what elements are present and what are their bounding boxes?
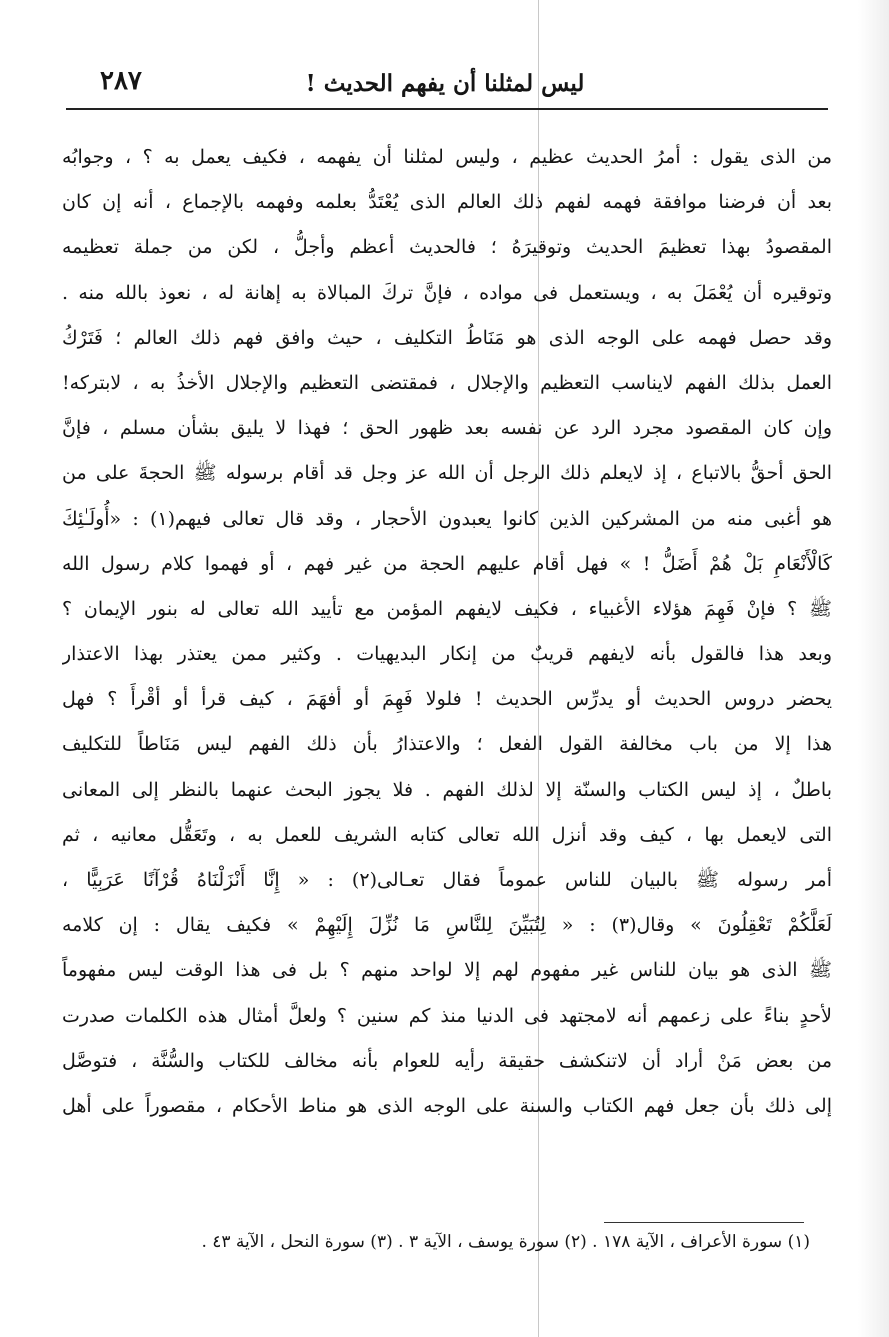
header-rule (66, 108, 828, 110)
body-line: وإن كان المقصود مجرد الرد عن نفسه بعد ظهور الحق ؛ فهذا لا يليق بشأن مسلم ، فإنَّ (62, 417, 832, 440)
footnote-rule (604, 1222, 804, 1223)
page-edge-shadow (858, 0, 889, 1337)
body-line: التى لايعمل بها ، كيف وقد أنزل الله تعالى كتابه الشريف للعمل به ، وتَعَقُّل معانيه ، ثم (62, 823, 832, 846)
page-number: ٢٨٧ (100, 66, 142, 96)
running-header-title: ليس لمثلنا أن يفهم الحديث ! (305, 70, 585, 97)
body-line: المقصودُ بهذا تعظيمَ الحديث وتوقيرَهُ ؛ فالحديث أعظم وأجلُّ ، لكن من جملة تعظيمه (62, 236, 832, 259)
body-line: بعد أن فرضنا موافقة فهمه لفهم ذلك العالم الذى يُعْتَدُّ بعلمه وفهمه بالإجماع ، أنه إن كان (62, 191, 832, 214)
body-line: العمل بذلك الفهم لايناسب التعظيم والإجلال ، فمقتضى التعظيم والإجلال الأخذُ به ، لابتركه! (62, 371, 832, 394)
body-line: باطلٌ ، إذ ليس الكتاب والسنّة إلا لذلك الفهم . فلا يجوز البحث عنهما بالنظر إلى المعانى (62, 778, 832, 801)
body-line: أمر رسوله ﷺ بالبيان للناس عموماً فقال تعـالى(٢) : « إِنَّا أَنْزَلْنَاهُ قُرْآنًا عَرَبِيًّا ، (62, 869, 832, 891)
body-line: الحق أحقُّ بالاتباع ، إذ لايعلم ذلك الرجل أن الله عز وجل قد أقام برسوله ﷺ الحجةَ على من (62, 462, 832, 485)
footnotes: (١) سورة الأعراف ، الآية ١٧٨ . (٢) سورة يوسف ، الآية ٣ . (٣) سورة النحل ، الآية ٤٣ . (201, 1232, 810, 1252)
body-line: وقد حصل فهمه على الوجه الذى هو مَنَاطُ التكليف ، حيث وافق فهم ذلك العالم ؛ فَتَرْكُ (62, 326, 832, 349)
body-line: هذا إلا من باب مخالفة القول الفعل ؛ والاعتذارُ بأن ذلك الفهم ليس مَنَاطاً للتكليف (62, 733, 832, 756)
body-line: هو أغبى منه من المشركين الذين كانوا يعبدون الأحجار ، وقد قال تعالى فيهم(١) : «أُولَـٰئِكَ (62, 507, 832, 530)
body-line: كَالْأَنْعَامِ بَلْ هُمْ أَضَلُّ ! » فهل أقام عليهم الحجة من غير فهم ، أو فهموا كلام رسول الله (62, 552, 832, 575)
body-text (62, 135, 832, 1129)
body-line: وتوقيره أن يُعْمَلَ به ، ويستعمل فى مواده ، فإنَّ تركَ المبالاة به إهانة له ، نعوذ بالله منه . (62, 281, 832, 304)
body-line: يحضر دروس الحديث أو يدرِّس الحديث ! فلولا فَهِمَ أو أفهَمَ ، كيف قرأ أو أقْرأَ ؟ فهل (62, 688, 832, 711)
body-line: من بعض مَنْ أراد أن لاتنكشف حقيقة رأيه للعوام بأنه مخالف للكتاب والسُّنَّة ، فتوصَّل (62, 1049, 832, 1072)
body-line: لَعَلَّكُمْ تَعْقِلُونَ » وقال(٣) : « لِتُبَيِّنَ لِلنَّاسِ مَا نُزِّلَ إِلَيْهِمْ » فكيف يقال : إن كلامه (62, 914, 832, 937)
body-line: ﷺ ؟ فإنْ فَهِمَ هؤلاء الأغبياء ، فكيف لايفهم المؤمن مع تأييد الله تعالى له بنور الإيمان ؟ (62, 597, 832, 620)
body-line: وبعد هذا فالقول بأنه لايفهم قريبٌ من إنكار البديهيات . وكثير ممن يعتذر بهذا الاعتذار (62, 643, 832, 666)
body-line: من الذى يقول : أمرُ الحديث عظيم ، وليس لمثلنا أن يفهمه ، فكيف يعمل به ؟ ، وجوابُه (62, 146, 832, 168)
body-line: إلى ذلك بأن جعل فهم الكتاب والسنة على الوجه الذى هو مناط الأحكام ، مقصوراً على أهل (62, 1094, 832, 1117)
body-line: لأحدٍ بناءً على زعمهم أنه لامجتهد فى الدنيا منذ كم سنين ؟ ولعلَّ أمثال هذه الكلمات صدرت (62, 1004, 832, 1027)
body-line: ﷺ الذى هو بيان للناس غير مفهوم لهم إلا لواحد منهم ؟ بل فى هذا الوقت ليس مفهوماً (62, 959, 832, 982)
